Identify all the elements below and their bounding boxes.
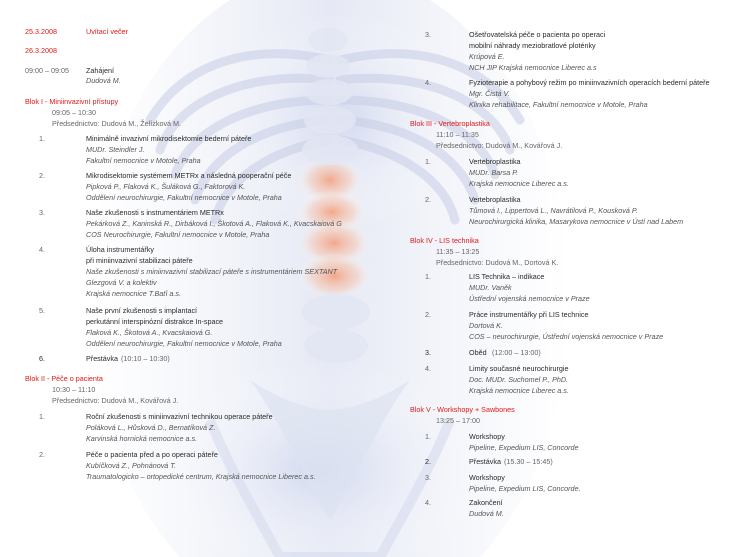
blok-2-item-3-title-line-2: mobilní náhrady meziobratlové ploténky (469, 41, 596, 50)
blok-4-chair: Předsednictvo: Dudová M., Dortová K. (436, 258, 559, 267)
blok-1-item-4-title-line-2: při miniinvazivní stabilizaci páteře (86, 256, 193, 265)
blok-5-item-1-num: 1. (425, 432, 431, 441)
blok-1-item-5-num: 5. (39, 306, 45, 315)
blok-2-item-1-num: 1. (39, 412, 45, 421)
blok-1-break-num: 6. (39, 354, 45, 363)
blok-5-time: 13:25 – 17:00 (436, 416, 480, 425)
blok-2-item-2-num: 2. (39, 450, 45, 459)
blok-4-item-4-num: 4. (425, 364, 431, 373)
blok-3-item-2-affiliation: Neurochirurgická klinika, Masarykova nemocnice v Ústí nad Labem (469, 217, 684, 226)
blok-1-item-2-title: Mikrodisektomie systémem METRx a následná pooperační péče (86, 171, 292, 180)
blok-1-item-4-affiliation: Krajská nemocnice T.Baťi a.s. (86, 289, 181, 298)
blok-1-item-2-affiliation: Oddělení neurochirurgie, Fakultní nemocnice v Motole, Praha (86, 193, 282, 202)
blok-1-item-1-title: Minimálně invazivní mikrodisektomie bederní páteře (86, 134, 252, 143)
blok-1-break-label: Přestávka (86, 354, 118, 363)
blok-5-item-3-meta: Pipeline, Expedium LIS, Concorde. (469, 484, 581, 493)
blok-1-item-4-author: Glezgová V. a kolektiv (86, 278, 157, 287)
blok-5-break-label: Přestávka (469, 457, 501, 466)
blok-1-title: Blok I - Miniinvazivní přístupy (25, 97, 119, 106)
blok-2-item-1-title: Roční zkušenosti s miniinvazivní technikou operace páteře (86, 412, 273, 421)
blok-5-item-4-title: Zakončení (469, 498, 503, 507)
blok-4-lunch-time: (12:00 – 13:00) (492, 348, 541, 357)
blok-2-item-3-num: 3. (425, 30, 431, 39)
blok-4-time: 11:35 – 13:25 (436, 247, 480, 256)
blok-5-title: Blok V - Workshopy + Sawbones (410, 405, 515, 414)
blok-5-item-1-title: Workshopy (469, 432, 505, 441)
blok-1-item-1-affiliation: Fakultní nemocnice v Motole, Praha (86, 156, 201, 165)
blok-4-item-4-author: Doc. MUDr. Suchomel P., PhD. (469, 375, 569, 384)
blok-2-item-1-author: Poláková L., Hůsková D., Bernatíková Z. (86, 423, 216, 432)
blok-1-time: 09:05 – 10:30 (52, 108, 96, 117)
blok-2-item-2-title: Péče o pacienta před a po operaci páteře (86, 450, 218, 459)
blok-5-break-num: 2. (425, 457, 431, 466)
blok-2-item-3-title-line-1: Ošetřovatelská péče o pacienta po operaci (469, 30, 606, 39)
blok-1-item-4-subtitle: Naše zkušenosti s miniinvazivní stabilizací páteře s instrumentáriem SEXTANT (86, 267, 338, 276)
blok-4-item-2-affiliation: COS – neurochirurgie, Ústřední vojenská nemocnice v Praze (469, 332, 664, 341)
blok-1-item-1-author: MUDr. Steindler J. (86, 145, 145, 154)
blok-5-item-4-person: Dudová M. (469, 509, 504, 518)
blok-1-item-2-num: 2. (39, 171, 45, 180)
blok-1-item-5-affiliation: Oddělení neurochirurgie, Fakultní nemocnice v Motole, Praha (86, 339, 282, 348)
blok-4-lunch-label: Oběd (469, 348, 487, 357)
blok-5-item-4-num: 4. (425, 498, 431, 507)
date-1-event: Uvítací večer (86, 27, 128, 36)
blok-3-item-2-num: 2. (425, 195, 431, 204)
blok-5-item-1-meta: Pipeline, Expedium LIS, Concorde (469, 443, 579, 452)
blok-1-item-2-author: Pipková P., Flaková K., Šuláková G., Faktorová K. (86, 182, 246, 191)
blok-3-time: 11:10 – 11:35 (436, 130, 479, 139)
blok-3-item-1-num: 1. (425, 157, 431, 166)
blok-2-title: Blok II - Péče o pacienta (25, 374, 103, 383)
blok-2-item-4-num: 4. (425, 78, 431, 87)
blok-3-item-1-author: MUDr. Barsa P. (469, 168, 519, 177)
blok-4-item-1-num: 1. (425, 272, 431, 281)
blok-2-item-4-author: Mgr. Čistá V. (469, 89, 510, 98)
blok-2-item-1-affiliation: Karvinská hornická nemocnice a.s. (86, 434, 198, 443)
blok-1-item-5-author: Flaková K., Škotová A., Kvacskaiová G. (86, 328, 213, 337)
blok-5-break-time: (15.30 – 15:45) (504, 457, 553, 466)
blok-2-item-3-author: Krúpová E. (469, 52, 505, 61)
blok-1-item-3-title: Naše zkušenosti s instrumentáriem METRx (86, 208, 224, 217)
blok-3-item-2-author: Tůmová I., Lippertová L., Navrátilová P., Kousková P. (469, 206, 638, 215)
blok-1-item-5-title-line-2: perkutánní interspinózní distrakce In-space (86, 317, 224, 326)
blok-4-item-4-affiliation: Krajská nemocnice Liberec a.s. (469, 386, 569, 395)
date-2: 26.3.2008 (25, 46, 57, 55)
blok-2-item-4-affiliation: Klinika rehabilitace, Fakultní nemocnice v Motole, Praha (469, 100, 648, 109)
blok-4-item-4-title: Limity současné neurochirurgie (469, 364, 569, 373)
blok-4-item-1-affiliation: Ústřední vojenská nemocnice v Praze (469, 294, 590, 303)
blok-1-item-3-affiliation: COS Neurochirurgie, Fakultní nemocnice v Motole, Praha (86, 230, 270, 239)
blok-1-break-time: (10:10 – 10:30) (121, 354, 170, 363)
blok-2-item-3-affiliation: NCH JIP Krajská nemocnice Liberec a.s (469, 63, 597, 72)
date-1: 25.3.2008 (25, 27, 57, 36)
opening-time: 09:00 – 09:05 (25, 66, 69, 75)
opening-person: Dudová M. (86, 76, 121, 85)
blok-1-item-4-num: 4. (39, 245, 45, 254)
blok-5-item-3-title: Workshopy (469, 473, 505, 482)
blok-1-item-1-num: 1. (39, 134, 45, 143)
blok-1-item-4-title-line-1: Úloha instrumentářky (86, 245, 154, 254)
blok-1-item-3-num: 3. (39, 208, 45, 217)
blok-4-item-2-title: Práce instrumentářky při LIS technice (469, 310, 589, 319)
blok-4-item-2-author: Dortová K. (469, 321, 503, 330)
blok-3-title: Blok III - Vertebroplastika (410, 119, 490, 128)
blok-2-item-2-affiliation: Traumatologicko – ortopedické centrum, Krajská nemocnice Liberec a.s. (86, 472, 316, 481)
blok-2-chair: Předsednictvo: Dudová M., Kovářová J. (52, 396, 179, 405)
blok-2-item-2-author: Kubíčková Z., Pohnánová T. (86, 461, 177, 470)
blok-4-lunch-num: 3. (425, 348, 431, 357)
blok-2-item-4-title: Fyzioterapie a pohybový režim po miniinvazivních operacích bederní páteře (469, 78, 710, 87)
blok-1-item-3-author: Pekárková Z., Kaninská R., Dirbáková I., Škotová A., Flaková K., Kvacskaiová G (86, 219, 342, 228)
blok-4-title: Blok IV - LIS technika (410, 236, 479, 245)
opening-title: Zahájení (86, 66, 114, 75)
blok-4-item-1-author: MUDr. Vaněk (469, 283, 512, 292)
blok-4-item-1-title: LIS Technika – indikace (469, 272, 545, 281)
blok-5-item-3-num: 3. (425, 473, 431, 482)
blok-2-time: 10:30 – 11:10 (52, 385, 96, 394)
blok-1-chair: Předsednictvo: Dudová M., Želízková M. (52, 119, 182, 128)
blok-3-item-1-title: Vertebroplastika (469, 157, 521, 166)
blok-3-item-1-affiliation: Krajská nemocnice Liberec a.s. (469, 179, 569, 188)
blok-3-chair: Předsednictvo: Dudová M., Kovářová J. (436, 141, 563, 150)
blok-3-item-2-title: Vertebroplastika (469, 195, 521, 204)
blok-4-item-2-num: 2. (425, 310, 431, 319)
blok-1-item-5-title-line-1: Naše první zkušenosti s implantací (86, 306, 198, 315)
